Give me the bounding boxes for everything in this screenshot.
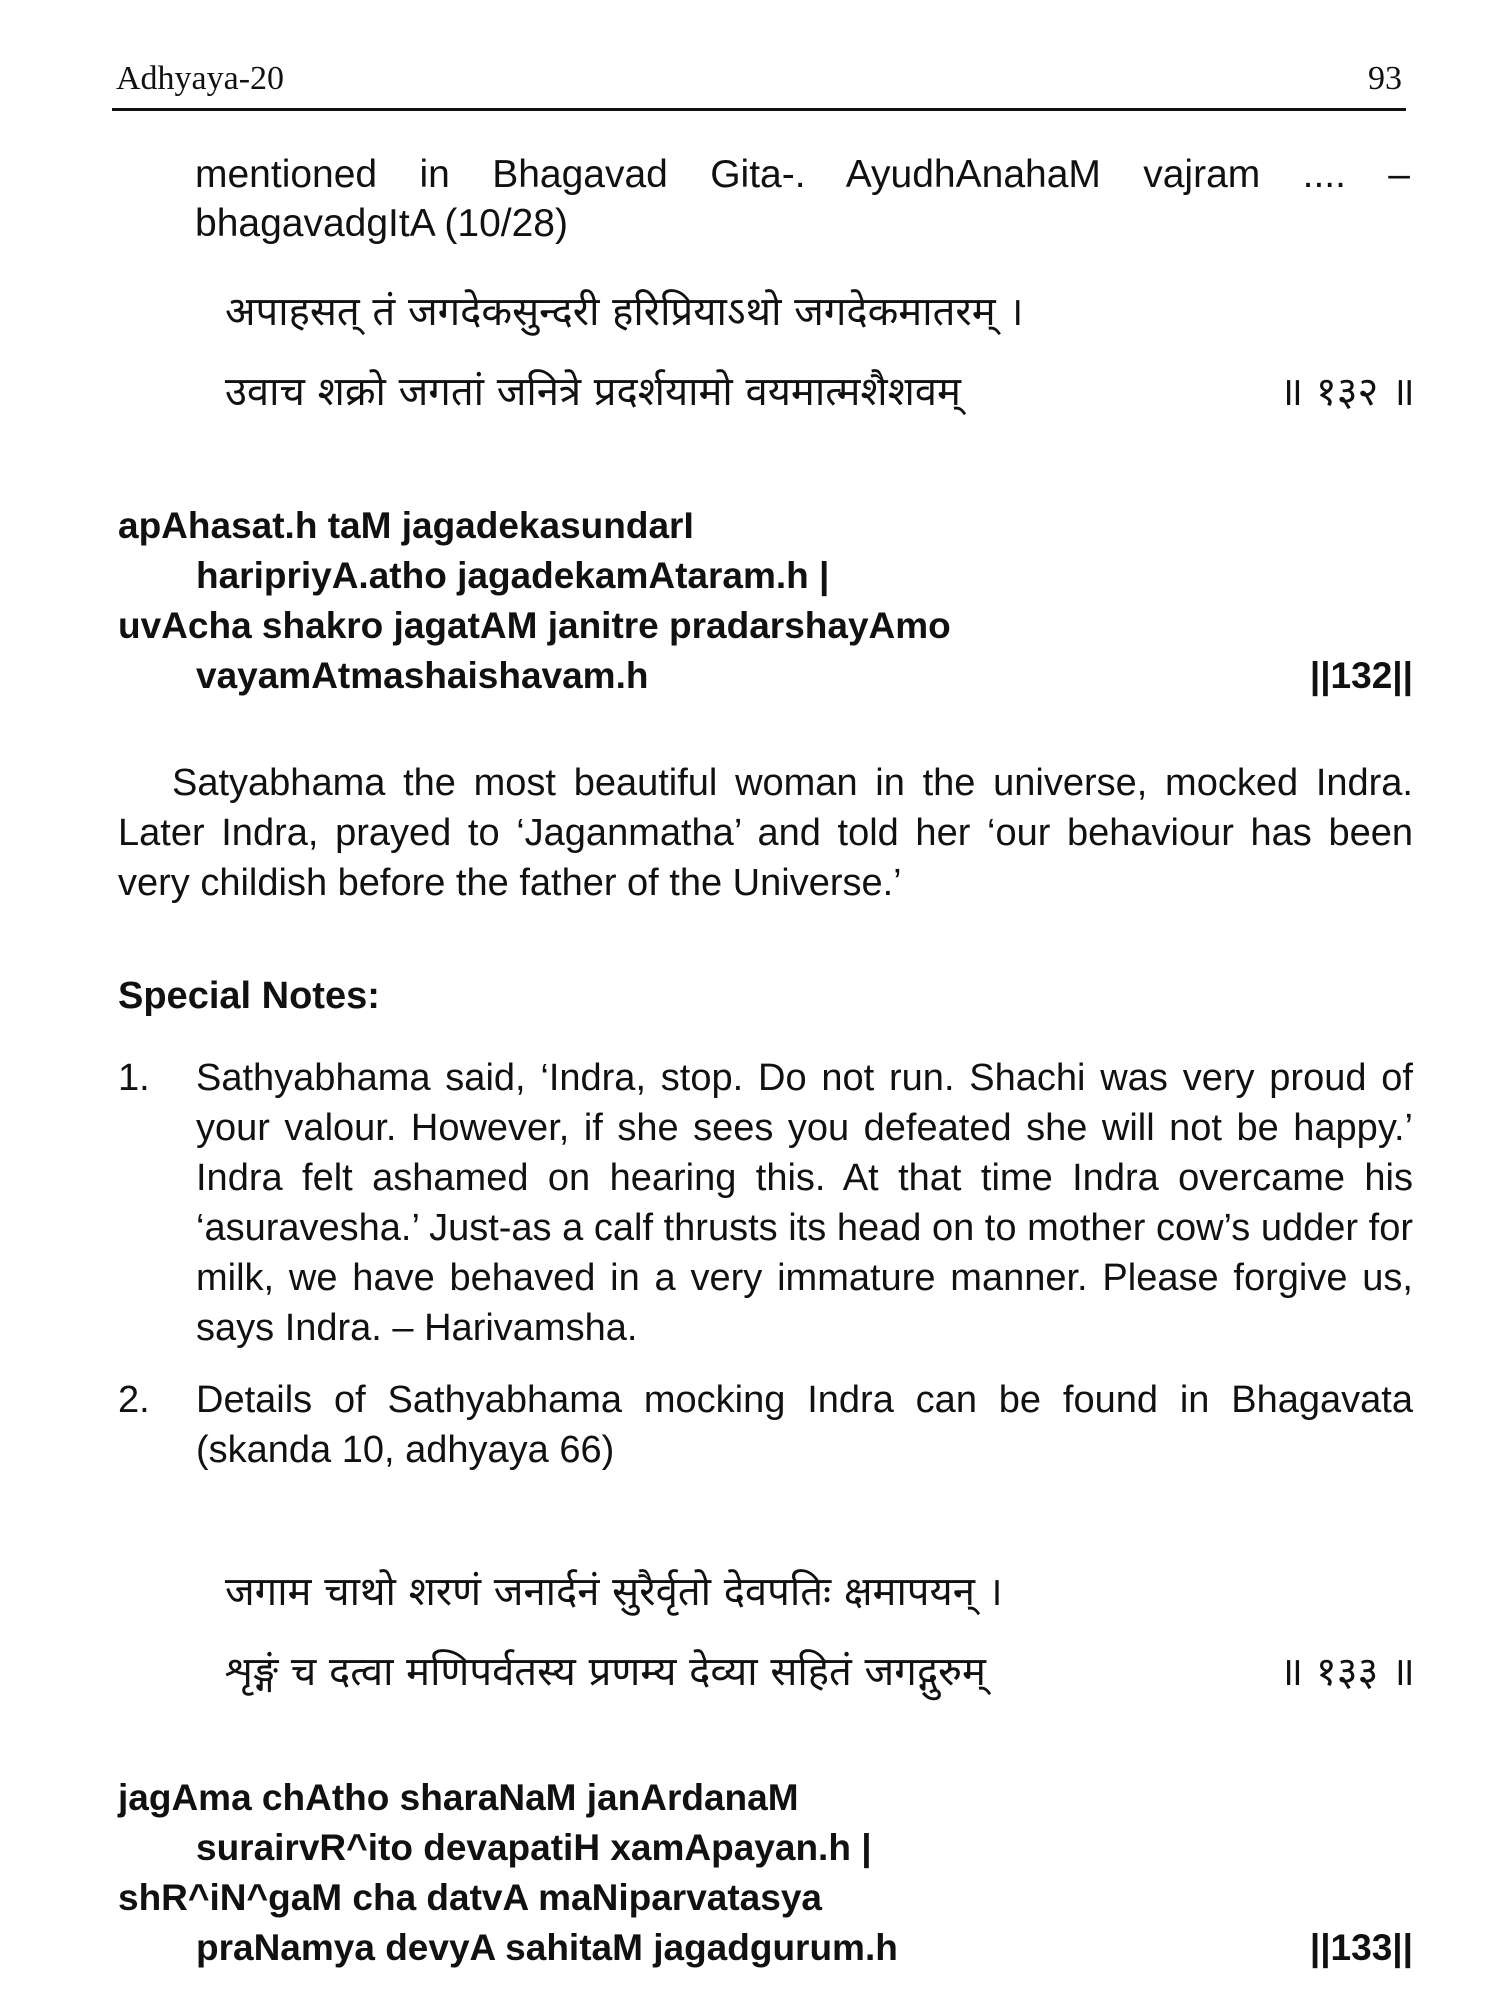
translit-line: apAhasat.h taM jagadekasundarI <box>118 505 694 546</box>
translit-line: jagAma chAtho sharaNaM janArdanaM <box>118 1777 799 1818</box>
note-item-1 <box>118 1053 1413 1353</box>
translit-line: shR^iN^gaM cha datvA maNiparvatasya <box>118 1877 822 1918</box>
intro-text: mentioned in Bhagavad Gita-. AyudhAnahaM vajram .... – bhagavadgItA (10/28) <box>195 153 1410 245</box>
verse-number: ||132|| <box>1309 655 1413 696</box>
translit-line: haripriyA.atho jagadekamAtaram.h | <box>196 555 830 596</box>
note-item-2 <box>118 1375 1413 1475</box>
verse-meaning: Satyabhama the most beautiful woman in the universe, mocked Indra. Later Indra, prayed to ‘Jaganmatha’ and told her ‘our behaviour has been very childish before the father of the Universe.’ <box>118 762 1413 904</box>
verse-end-marker: ॥ १३३ ॥ <box>1279 1649 1415 1695</box>
verse-number: ||133|| <box>1309 1927 1413 1968</box>
chapter-title: Adhyaya-20 <box>116 60 285 97</box>
sanskrit-text: अपाहसत् तं जगदेकसुन्दरी हरिप्रियाऽथो जगदेकमातरम् । <box>225 289 1024 335</box>
sanskrit-verse-line <box>225 272 1415 352</box>
note-number: 2. <box>118 1379 150 1421</box>
translit-line: surairvR^ito devapatiH xamApayan.h | <box>196 1827 872 1868</box>
verse-end-marker: ॥ १३२ ॥ <box>1279 369 1415 415</box>
special-notes-heading: Special Notes: <box>118 975 380 1017</box>
note-text: Details of Sathyabhama mocking Indra can be found in Bhagavata (skanda 10, adhyaya 66) <box>196 1379 1413 1471</box>
sanskrit-verse-133 <box>225 1552 1415 1712</box>
sanskrit-verse-line <box>225 1552 1415 1632</box>
sanskrit-text: शृङ्गं च दत्वा मणिपर्वतस्य प्रणम्य देव्या सहितं जगद्गुरुम् <box>225 1649 986 1695</box>
sanskrit-text: उवाच शक्रो जगतां जनित्रे प्रदर्शयामो वयमात्मशैशवम् <box>225 369 961 415</box>
translit-text: praNamya devyA sahitaM jagadgurum.h <box>196 1927 898 1968</box>
sanskrit-verse-line <box>225 352 1415 432</box>
transliteration-verse-133 <box>118 1773 1413 1973</box>
sanskrit-text: जगाम चाथो शरणं जनार्दनं सुरैर्वृतो देवपतिः क्षमापयन् । <box>225 1569 1003 1615</box>
translit-line-last <box>118 1923 1413 1973</box>
translit-line-last <box>118 651 1413 701</box>
note-text: Sathyabhama said, ‘Indra, stop. Do not run. Shachi was very proud of your valour. However, if she sees you defeated she will not be happy.’ Indra felt ashamed on hearing this. At that time Indra overcame his ‘asuravesha.’ Just-as a calf thrusts its head on to mother cow’s udder for milk, we have behaved in a very immature manner. Please forgive us, says Indra. – Harivamsha. <box>196 1057 1413 1349</box>
note-number: 1. <box>118 1057 150 1099</box>
sanskrit-verse-line <box>225 1632 1415 1712</box>
translit-line: uvAcha shakro jagatAM janitre pradarshayAmo <box>118 605 951 646</box>
translit-text: vayamAtmashaishavam.h <box>196 655 649 696</box>
page-number: 93 <box>1368 60 1402 97</box>
sanskrit-verse-132 <box>225 272 1415 432</box>
transliteration-verse-132 <box>118 501 1413 701</box>
page-header <box>112 58 1406 111</box>
